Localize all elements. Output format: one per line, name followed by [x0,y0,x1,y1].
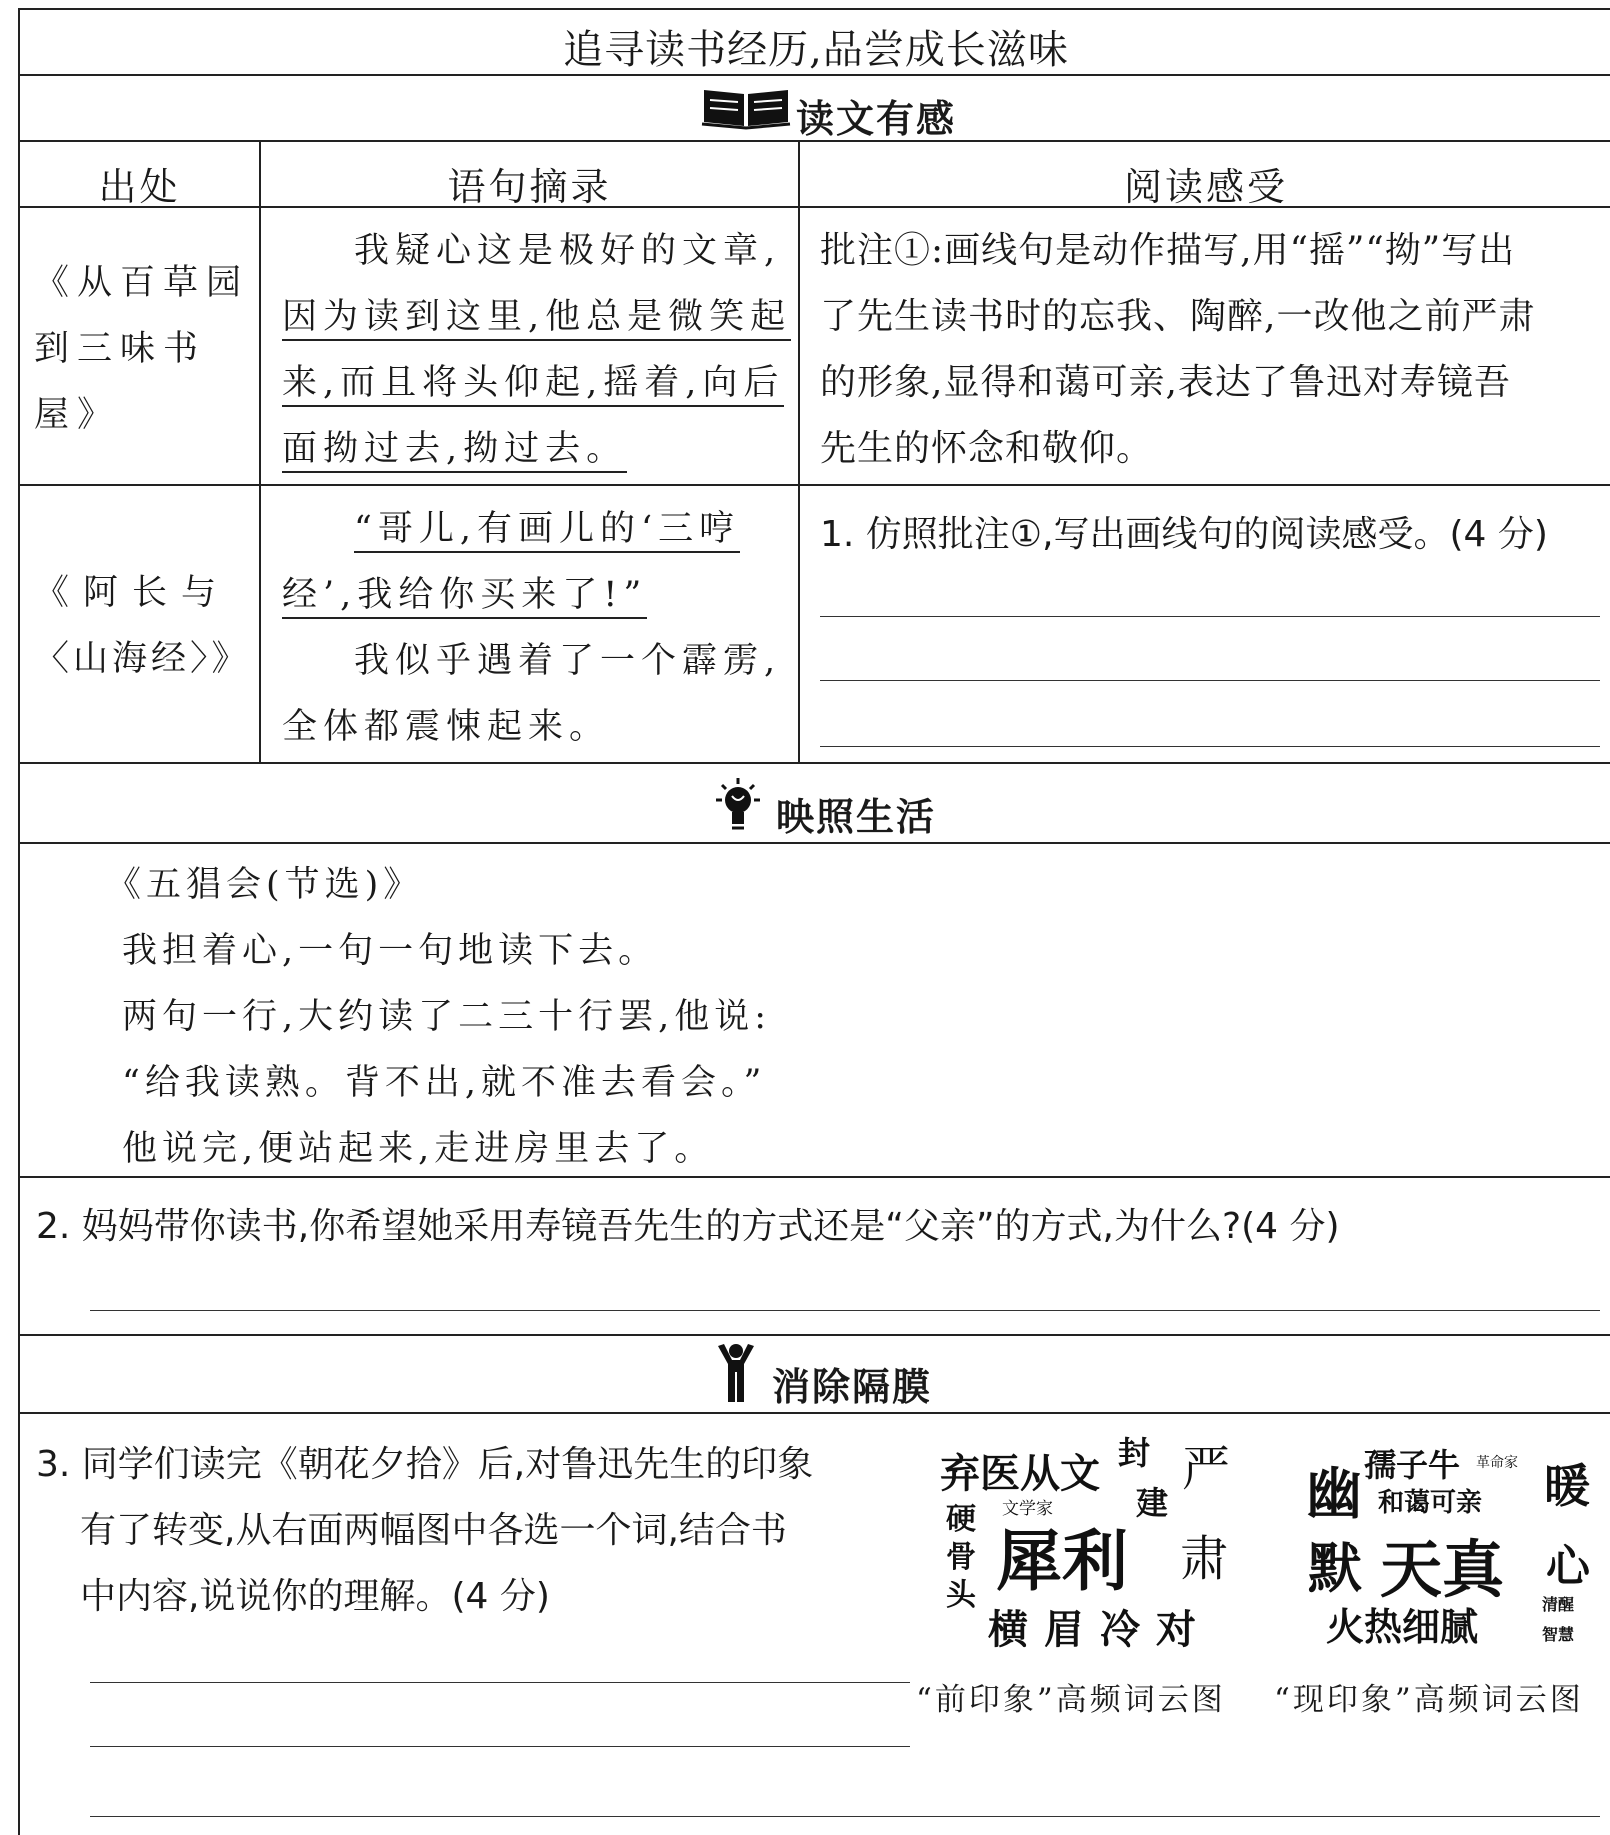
cloud-word: 严 [1182,1441,1231,1497]
person-icon [714,1342,758,1404]
cloud-word: 对 [1156,1607,1196,1653]
cloud-word: 肃 [1180,1531,1229,1587]
row2-excerpt [282,496,792,760]
book-icon [700,86,792,130]
cloud-word: 弃医从文 [940,1451,1100,1497]
cloud-word: 冷 [1100,1607,1140,1653]
cloud-word: 天真 [1380,1533,1505,1606]
passage-title: 《五猖会(节选)》 [106,865,424,905]
question-2: 2. 妈妈带你读书,你希望她采用寿镜吾先生的方式还是“父亲”的方式,为什么?(4 分) [36,1206,1340,1247]
word-cloud-after [1306,1428,1606,1658]
column-header-source: 出处 [98,165,181,209]
cloud-word: 革命家 [1476,1455,1518,1471]
cloud-word: 硬 [946,1502,976,1537]
answer-line-q1[interactable] [820,680,1600,681]
cloud-word: 火热细腻 [1326,1605,1479,1649]
cloud-word: 眉 [1044,1607,1084,1653]
answer-line-q3[interactable] [90,1746,910,1747]
cloud-word: 智慧 [1542,1625,1575,1644]
row1-feeling [820,218,1610,482]
row2-source [34,560,250,692]
section-title-read: 读文有感 [796,97,957,141]
section-title-life: 映照生活 [776,795,937,839]
worksheet-table [18,8,1610,1835]
feeling-line: 的形象,显得和蔼可亲,表达了鲁迅对寿镜吾 [820,362,1511,403]
passage-line: 他说完,便站起来,走进房里去了。 [122,1129,715,1169]
answer-line-q3[interactable] [90,1816,1600,1817]
cloud-word: 犀利 [996,1523,1128,1600]
excerpt-line-underlined: 来,而且将头仰起,摇着,向后 [282,363,784,407]
passage-wuchanghui [106,852,1506,1182]
passage-line: “给我读熟。背不出,就不准去看会。” [122,1063,767,1103]
cloud-word: 骨 [946,1540,976,1575]
feeling-line: 了先生读书时的忘我、陶醉,一改他之前严肃 [820,296,1536,337]
row1-excerpt [282,218,792,482]
cloud-caption-before: “前印象”高频词云图 [916,1682,1226,1718]
lightbulb-icon [708,776,768,832]
word-cloud-before [940,1428,1270,1658]
feeling-line: 批注①:画线句是动作描写,用“摇”“拗”写出 [820,230,1516,271]
question-line: 有了转变,从右面两幅图中各选一个词,结合书 [80,1510,787,1551]
question-line: 中内容,说说你的理解。(4 分) [80,1576,550,1617]
column-header-excerpt: 语句摘录 [447,165,612,209]
answer-line-q1[interactable] [820,616,1600,617]
cloud-word: 孺子牛 [1364,1446,1461,1484]
answer-line-q1[interactable] [820,746,1600,747]
answer-line-q3[interactable] [90,1682,910,1683]
excerpt-line-underlined: “哥儿,有画儿的‘三哼 [354,509,740,553]
answer-line-q2[interactable] [90,1310,1600,1311]
feeling-line: 先生的怀念和敬仰。 [820,428,1154,469]
cloud-word: 暖 [1544,1459,1590,1513]
excerpt-line-underlined: 面拗过去,拗过去。 [282,429,627,473]
excerpt-line-underlined: 因为读到这里,他总是微笑起 [282,297,791,341]
excerpt-line-underlined: 经’,我给你买来了!” [282,575,647,619]
source-line: 〈山海经〉》 [34,639,251,679]
section-title-barrier: 消除隔膜 [772,1365,933,1409]
excerpt-line: 我疑心这是极好的文章, [354,231,782,271]
passage-line: 我担着心,一句一句地读下去。 [122,931,659,971]
source-line: 《阿长与 [34,573,231,613]
cloud-word: 文学家 [1002,1499,1053,1519]
cloud-word: 默 [1308,1537,1362,1600]
cloud-word: 和蔼可亲 [1378,1488,1483,1518]
cloud-caption-after: “现印象”高频词云图 [1274,1682,1584,1718]
cloud-word: 横 [988,1607,1028,1653]
question-line: 3. 同学们读完《朝花夕拾》后,对鲁迅先生的印象 [36,1444,814,1485]
cloud-word: 头 [946,1578,976,1613]
question-3 [36,1432,916,1630]
passage-line: 两句一行,大约读了二三十行罢,他说: [122,997,772,1037]
question-1: 1. 仿照批注①,写出画线句的阅读感受。(4 分) [820,514,1548,555]
cloud-word: 建 [1136,1484,1169,1522]
excerpt-line: 我似乎遇着了一个霹雳, [354,641,782,681]
excerpt-line: 全体都震悚起来。 [282,707,611,747]
cloud-word: 清醒 [1542,1595,1575,1614]
worksheet-title: 追寻读书经历,品尝成长滋味 [563,27,1069,73]
column-header-feeling: 阅读感受 [1123,165,1288,209]
cloud-word: 幽 [1306,1462,1362,1527]
row1-source: 《从百草园到三味书屋》 [34,263,250,435]
cloud-word: 封 [1118,1434,1151,1472]
cloud-word: 心 [1546,1541,1590,1592]
